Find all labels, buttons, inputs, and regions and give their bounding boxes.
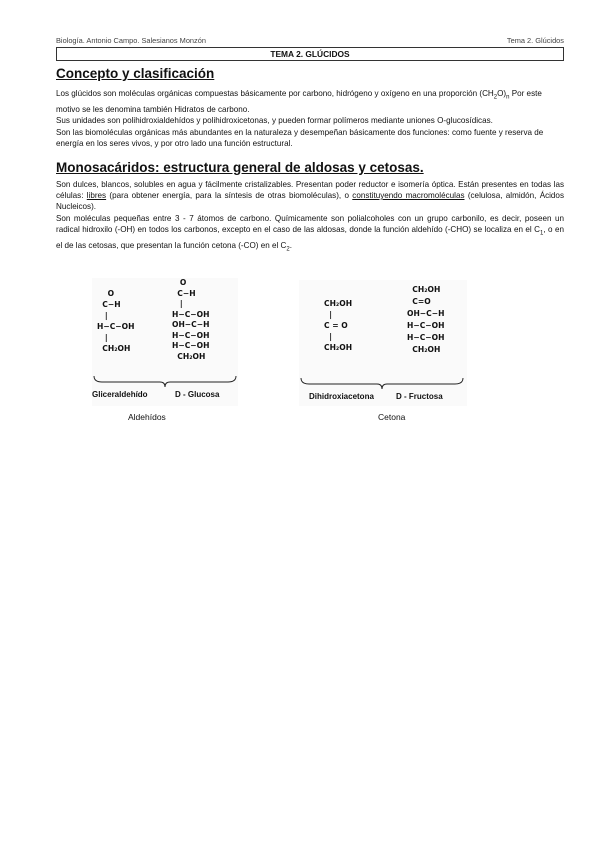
gliceraldehido-caption: Gliceraldehído [92,390,148,399]
aldoses-brace [92,374,238,388]
document-title: TEMA 2. GLÚCIDOS [56,47,564,61]
paragraph: Son las biomoléculas orgánicas más abundantes en la naturaleza y desempeñan básicamente dos funciones: como fuente y reserva de energía en los seres vivos, y por otro lado una función estructural. [56,127,544,149]
paragraph: Son moléculas pequeñas entre 3 - 7 átomos de carbono. Químicamente son polialcoholes con un grupo carbonilo, es decir, poseen un radical hidroxilo (-OH) en todos los carbonos, excepto en el caso de las aldosas, donde la función aldehído (-CHO) se localiza en el $C_1$, o en el de las cetosas, que presentan la función cetona (-CO) en el $C_2$. [56,213,564,253]
gliceraldehido-structure: O C−H | H−C−OH | CH₂OH [97,289,135,353]
paragraph: Son dulces, blancos, solubles en agua y fácilmente cristalizables. Presentan poder reductor e isomería óptica. Están presentes en todas las células: libres (para obtener energía, para la síntesis de otras biomoléculas), o constituyendo macromoléculas (celulosa, almidón, Ácidos Nucleicos). [56,179,564,212]
glucosa-structure: O C−H | H−C−OH OH−C−H H−C−OH H−C−OH CH₂OH [172,278,210,361]
paragraph: Los glúcidos son moléculas orgánicas compuestas básicamente por carbono, hidrógeno y oxígeno en una proporción $(CH_2O)_n$ Por este motivo se les denomina también Hidratos de carbono. [56,89,542,115]
section-heading-monosacaridos: Monosacáridos: estructura general de aldosas y cetosas. [56,159,424,175]
document-page [56,36,564,256]
fructosa-structure: CH₂OH C=O OH−C−H H−C−OH H−C−OH CH₂OH [407,285,445,354]
header-author: Biología. Antonio Campo. Salesianos Monzón [56,36,206,45]
dihidroxiacetona-structure: CH₂OH | C = O | CH₂OH [324,299,353,352]
ketoses-brace [299,376,467,390]
fructosa-caption: D - Fructosa [396,392,443,401]
aldoses-image [92,278,238,406]
paragraph: Sus unidades son polihidroxialdehídos y polihidroxicetonas, y pueden formar polímeros mediante uniones O-glucosídicas. [56,116,493,126]
header-topic: Tema 2. Glúcidos [506,36,564,45]
cetona-label: Cetona [378,412,406,422]
section-body-concepto [56,88,564,150]
dihidroxiacetona-caption: Dihidroxiacetona [309,392,374,401]
aldehidos-label: Aldehídos [128,412,166,422]
ketoses-image [299,280,467,406]
running-header [56,36,564,45]
section-body-monosacaridos [56,179,564,257]
monosaccharide-figure [56,278,564,428]
section-heading-concepto: Concepto y clasificación [56,66,215,81]
glucosa-caption: D - Glucosa [175,390,220,399]
